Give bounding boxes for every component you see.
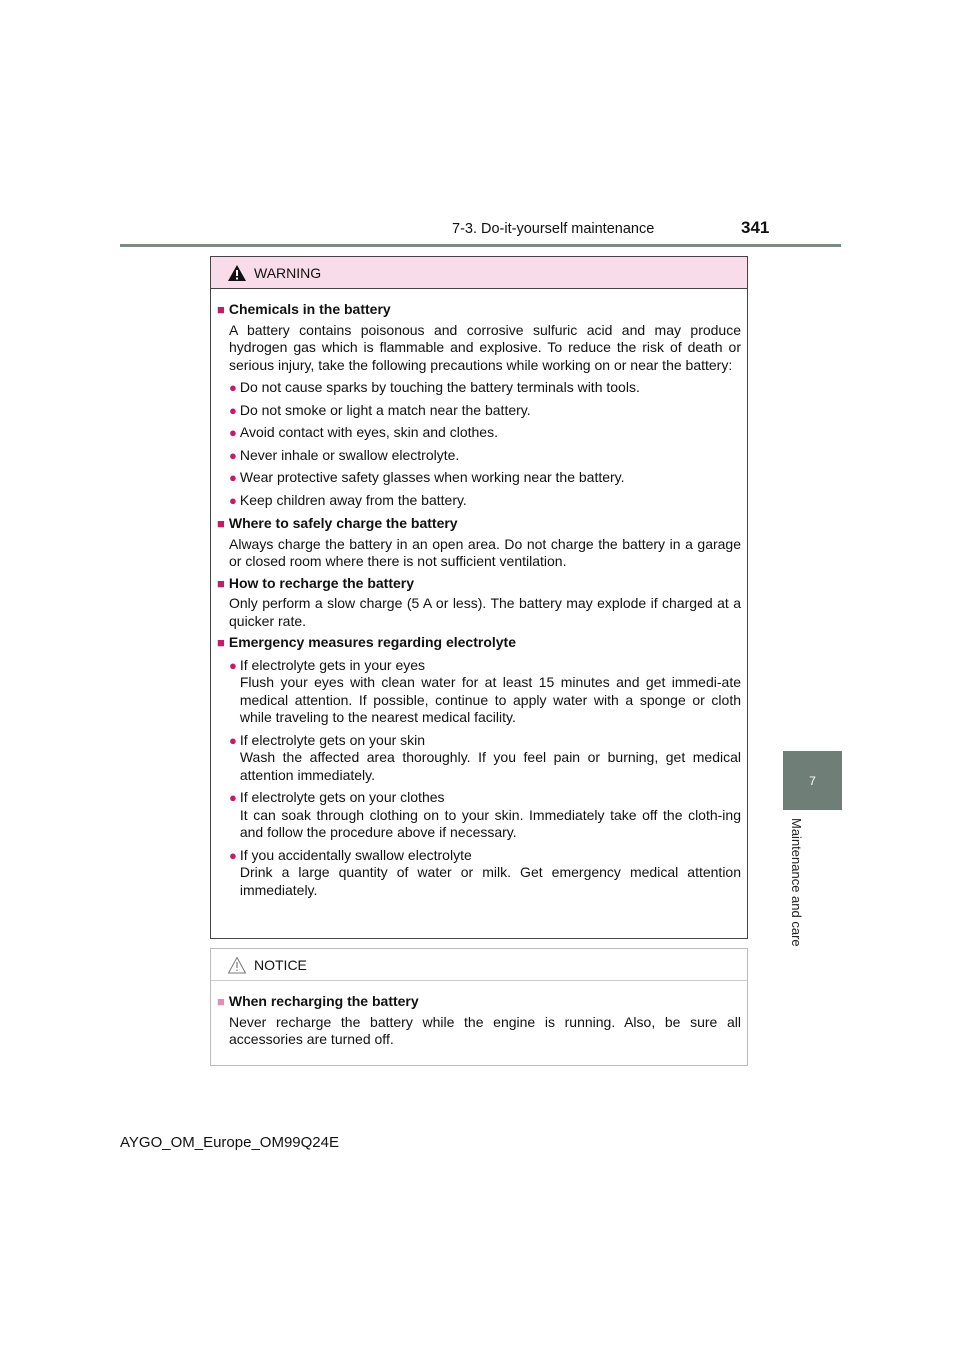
circle-bullet-icon: ● <box>229 790 237 805</box>
list-item <box>217 657 741 727</box>
warning-content <box>211 289 747 899</box>
warning-triangle-icon <box>227 264 247 282</box>
list-item-text: Do not smoke or light a match near the battery. <box>239 401 531 418</box>
section-heading <box>217 301 741 319</box>
section-heading <box>217 575 741 593</box>
circle-bullet-icon: ● <box>229 847 237 863</box>
section-heading-text: How to recharge the battery <box>228 574 415 591</box>
circle-bullet-icon: ● <box>229 470 237 485</box>
list-item-heading: If electrolyte gets on your clothes <box>239 789 445 805</box>
circle-bullet-icon: ● <box>229 732 237 748</box>
notice-content <box>211 981 747 1049</box>
list-item <box>217 732 741 785</box>
section-text: Only perform a slow charge (5 A or less). The battery may explode if charged at a quicker rate. <box>229 595 741 629</box>
notice-header <box>211 949 747 981</box>
list-item-text: It can soak through clothing on to your skin. Immediately take off the cloth-ing and follow the procedure above if necessary. <box>239 806 741 840</box>
section-heading-text: Where to safely charge the battery <box>228 515 458 531</box>
list-item <box>217 447 741 465</box>
section-text: Never recharge the battery while the engine is running. Also, be sure all accessories are turned off. <box>229 1013 741 1047</box>
section-heading-text: Emergency measures regarding electrolyte <box>228 634 516 650</box>
list-item-heading: If electrolyte gets on your skin <box>239 731 426 748</box>
circle-bullet-icon: ● <box>229 447 237 463</box>
square-bullet-icon: ■ <box>217 575 225 591</box>
notice-box <box>210 948 748 1066</box>
list-item-text: Drink a large quantity of water or milk. Get emergency medical attention immediately. <box>239 864 741 898</box>
header-divider <box>120 244 841 247</box>
list-item-text: Do not cause sparks by touching the battery terminals with tools. <box>239 379 640 395</box>
list-item <box>217 402 741 420</box>
section-text: A battery contains poisonous and corrosive sulfuric acid and may produce hydrogen gas which is flammable and explosive. To reduce the risk of death or serious injury, take the following precautions while working on or near the battery: <box>229 321 741 373</box>
warning-label: WARNING <box>254 264 322 281</box>
page-number: 341 <box>741 218 770 237</box>
chapter-title: Maintenance and care <box>789 818 804 947</box>
section-heading-text: When recharging the battery <box>228 993 419 1009</box>
chapter-number: 7 <box>809 773 816 788</box>
warning-box <box>210 256 748 939</box>
section-heading <box>217 993 741 1011</box>
section-heading <box>217 515 741 533</box>
circle-bullet-icon: ● <box>229 657 237 673</box>
square-bullet-icon: ■ <box>217 994 225 1009</box>
list-item <box>217 847 741 900</box>
square-bullet-icon: ■ <box>217 635 225 650</box>
circle-bullet-icon: ● <box>229 425 237 440</box>
list-item <box>217 469 741 487</box>
section-text: Always charge the battery in an open area. Do not charge the battery in a garage or closed room where there is not sufficient ventilation. <box>229 535 741 569</box>
warning-header <box>211 257 747 289</box>
document-code: AYGO_OM_Europe_OM99Q24E <box>120 1134 339 1151</box>
list-item-text: Wash the affected area thoroughly. If you feel pain or burning, get medical attention immediately. <box>239 749 741 783</box>
list-item <box>217 379 741 397</box>
square-bullet-icon: ■ <box>217 516 225 531</box>
list-item-heading: If you accidentally swallow electrolyte <box>239 846 472 863</box>
circle-bullet-icon: ● <box>229 402 237 418</box>
list-item-heading: If electrolyte gets in your eyes <box>239 656 426 673</box>
section-title: 7-3. Do-it-yourself maintenance <box>452 221 655 237</box>
caution-triangle-icon <box>227 956 247 974</box>
list-item <box>217 424 741 442</box>
list-item-text: Avoid contact with eyes, skin and clothes. <box>239 424 498 440</box>
list-item-text: Keep children away from the battery. <box>239 491 467 508</box>
circle-bullet-icon: ● <box>229 492 237 508</box>
list-item-text: Never inhale or swallow electrolyte. <box>239 446 460 463</box>
list-item <box>217 789 741 842</box>
notice-label: NOTICE <box>254 956 307 973</box>
circle-bullet-icon: ● <box>229 380 237 395</box>
section-heading <box>217 634 741 652</box>
section-heading-text: Chemicals in the battery <box>228 301 391 317</box>
chapter-tab <box>783 751 842 810</box>
list-item-text: Wear protective safety glasses when working near the battery. <box>239 469 625 485</box>
list-item <box>217 492 741 510</box>
square-bullet-icon: ■ <box>217 302 225 317</box>
list-item-text: Flush your eyes with clean water for at least 15 minutes and get immedi-ate medical attention. If possible, continue to apply water with a sponge or cloth while traveling to the nearest medical facility. <box>239 674 741 725</box>
